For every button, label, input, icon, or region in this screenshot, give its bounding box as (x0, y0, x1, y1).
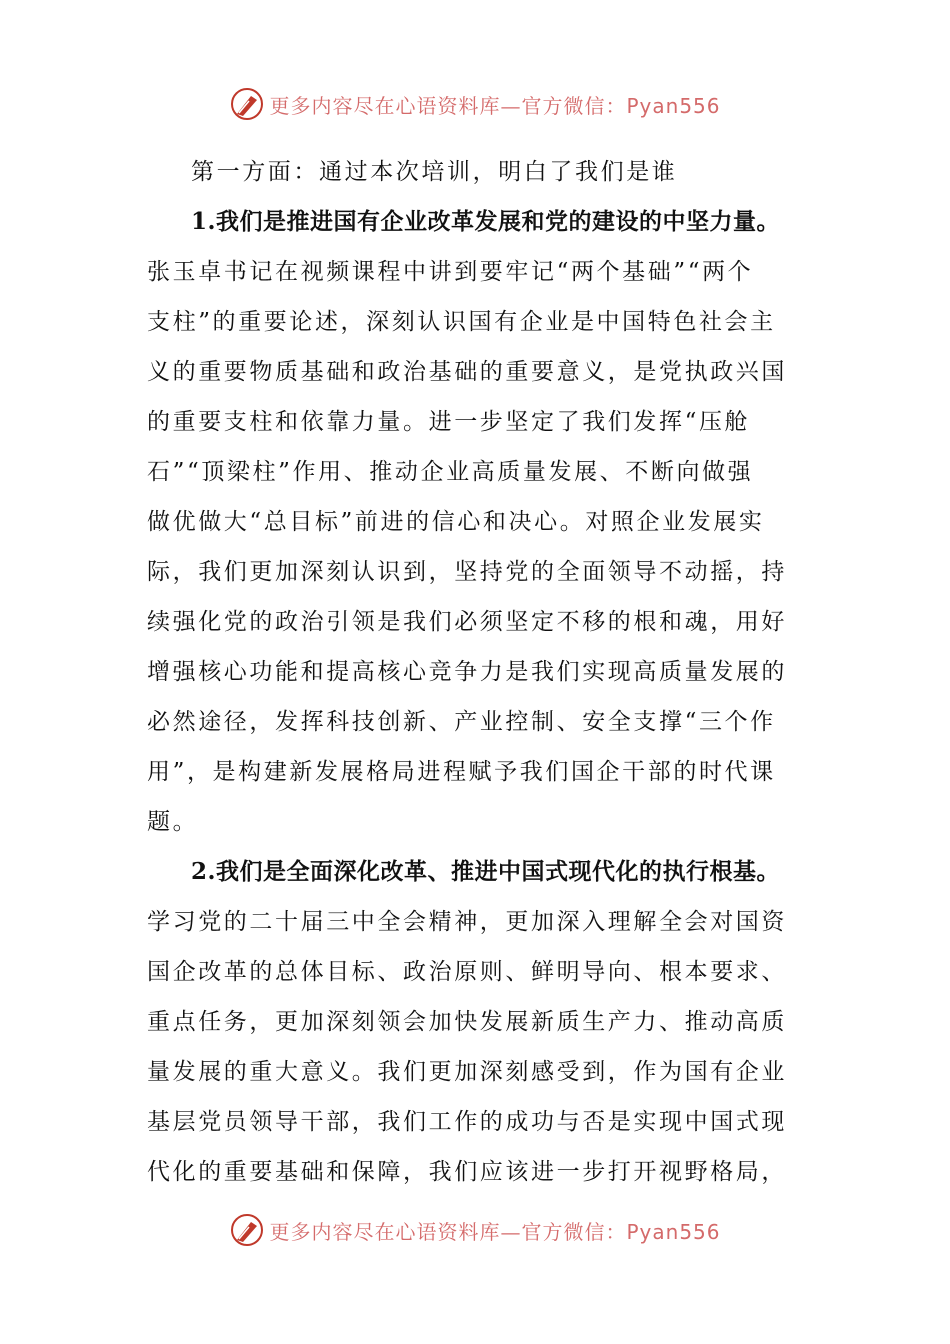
paragraph-line: 基层党员领导干部，我们工作的成功与否是实现中国式现 (147, 1109, 787, 1135)
header-banner (0, 82, 950, 126)
document-body (147, 147, 807, 1197)
paragraph-line: 学习党的二十届三中全会精神，更加深入理解全会对国资 (147, 909, 787, 935)
banner-text: 更多内容尽在心语资料库—官方微信：Pyan556 (269, 1219, 721, 1244)
paragraph-line: 国企改革的总体目标、政治原则、鲜明导向、根本要求、 (147, 959, 787, 985)
paragraph-line: 做优做大“总目标”前进的信心和决心。对照企业发展实 (147, 509, 765, 535)
paragraph-line: 代化的重要基础和保障，我们应该进一步打开视野格局， (147, 1159, 787, 1185)
paragraph-line: 支柱”的重要论述，深刻认识国有企业是中国特色社会主 (147, 309, 776, 335)
section2-heading: 2.我们是全面深化改革、推进中国式现代化的执行根基。 (191, 858, 781, 885)
paragraph-line: 题。 (147, 809, 199, 835)
paragraph-line: 张玉卓书记在视频课程中讲到要牢记“两个基础”“两个 (147, 259, 754, 285)
paragraph-line: 量发展的重大意义。我们更加深刻感受到，作为国有企业 (147, 1059, 787, 1085)
footer-banner (0, 1208, 950, 1252)
paragraph-line: 石”“顶梁柱”作用、推动企业高质量发展、不断向做强 (147, 459, 754, 485)
pen-nib-logo-icon (229, 1212, 265, 1248)
paragraph-line: 际，我们更加深刻认识到，坚持党的全面领导不动摇，持 (147, 559, 787, 585)
paragraph-line: 重点任务，更加深刻领会加快发展新质生产力、推动高质 (147, 1009, 787, 1035)
banner-text: 更多内容尽在心语资料库—官方微信：Pyan556 (269, 93, 721, 118)
paragraph-line: 必然途径，发挥科技创新、产业控制、安全支撑“三个作 (147, 709, 776, 735)
paragraph-line: 用”，是构建新发展格局进程赋予我们国企干部的时代课 (147, 759, 776, 785)
paragraph-line: 续强化党的政治引领是我们必须坚定不移的根和魂，用好 (147, 609, 787, 635)
paragraph-line: 的重要支柱和依靠力量。进一步坚定了我们发挥“压舱 (147, 409, 751, 435)
paragraph-line: 义的重要物质基础和政治基础的重要意义，是党执政兴国 (147, 359, 787, 385)
intro-line: 第一方面：通过本次培训，明白了我们是谁 (191, 159, 678, 185)
paragraph-line: 增强核心功能和提高核心竞争力是我们实现高质量发展的 (147, 659, 787, 685)
wechat-id: Pyan556 (626, 93, 721, 118)
wechat-id: Pyan556 (626, 1219, 721, 1244)
pen-nib-logo-icon (229, 86, 265, 122)
section1-heading: 1.我们是推进国有企业改革发展和党的建设的中坚力量。 (191, 208, 781, 235)
section1-paragraph (147, 247, 807, 847)
section2-paragraph (147, 897, 807, 1197)
